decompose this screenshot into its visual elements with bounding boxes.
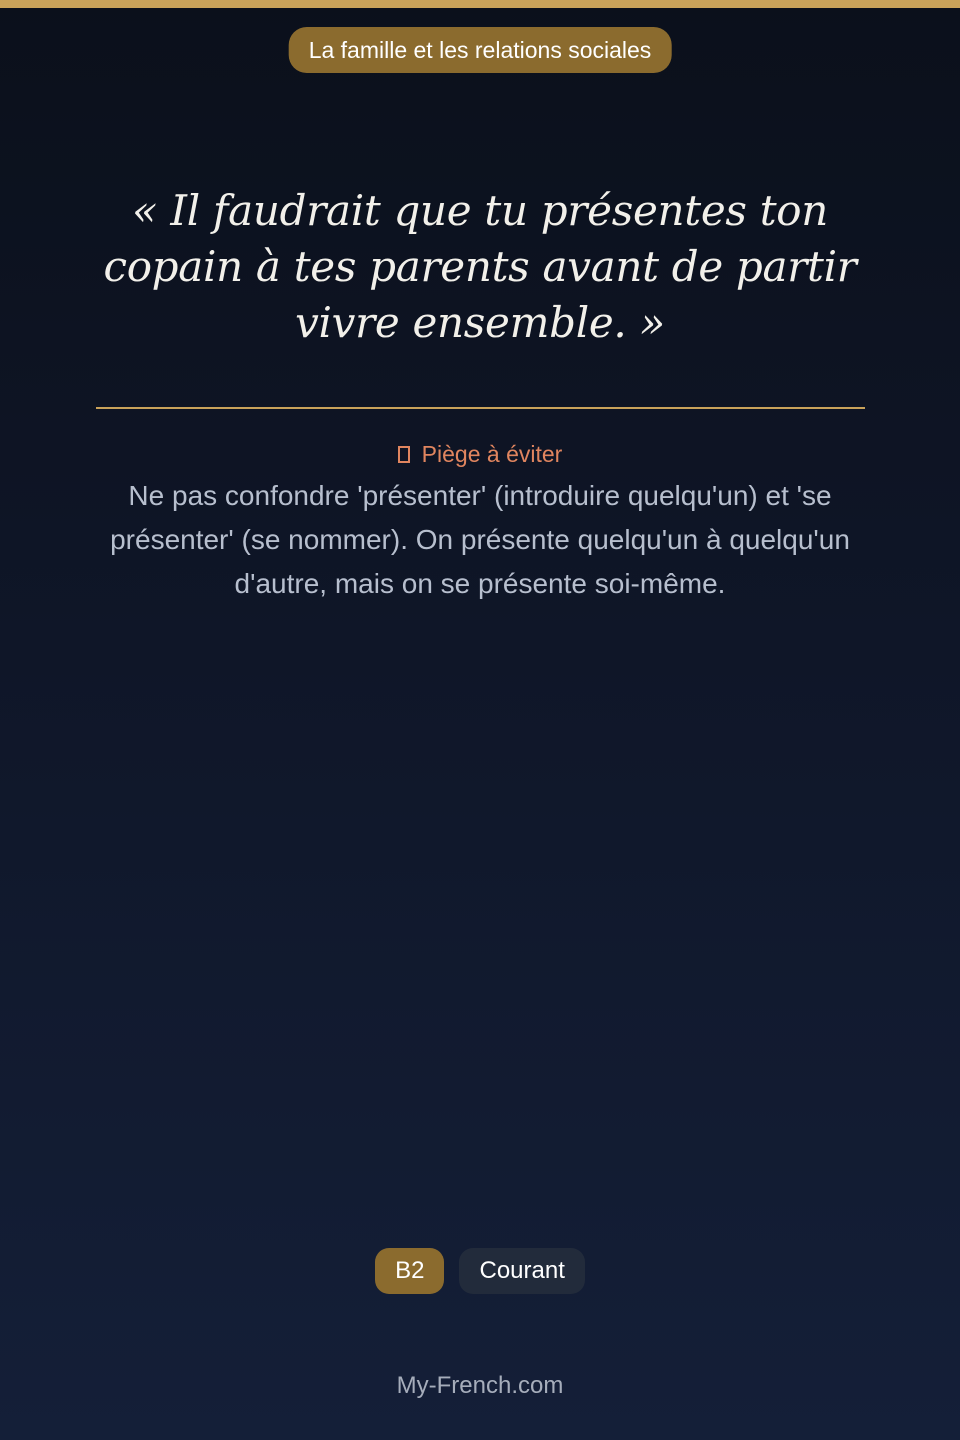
warning-box-icon bbox=[398, 446, 410, 463]
top-accent-bar bbox=[0, 0, 960, 8]
tag-row bbox=[0, 1248, 960, 1294]
pitfall-explanation: Ne pas confondre 'présenter' (introduire quelqu'un) et 'se présenter' (se nommer). On présente quelqu'un à quelqu'un d'autre, mais on se présente soi-même. bbox=[110, 480, 850, 599]
pitfall-heading-label: Piège à éviter bbox=[421, 441, 563, 467]
pitfall-heading bbox=[0, 440, 960, 468]
level-badge: B2 bbox=[375, 1248, 444, 1294]
divider bbox=[96, 407, 865, 409]
site-footer: My-French.com bbox=[396, 1372, 564, 1399]
example-sentence: « Il faudrait que tu présentes ton copain à tes parents avant de partir vivre ensemble. » bbox=[103, 186, 857, 347]
category-badge: La famille et les relations sociales bbox=[289, 27, 672, 73]
register-badge: Courant bbox=[459, 1248, 584, 1294]
